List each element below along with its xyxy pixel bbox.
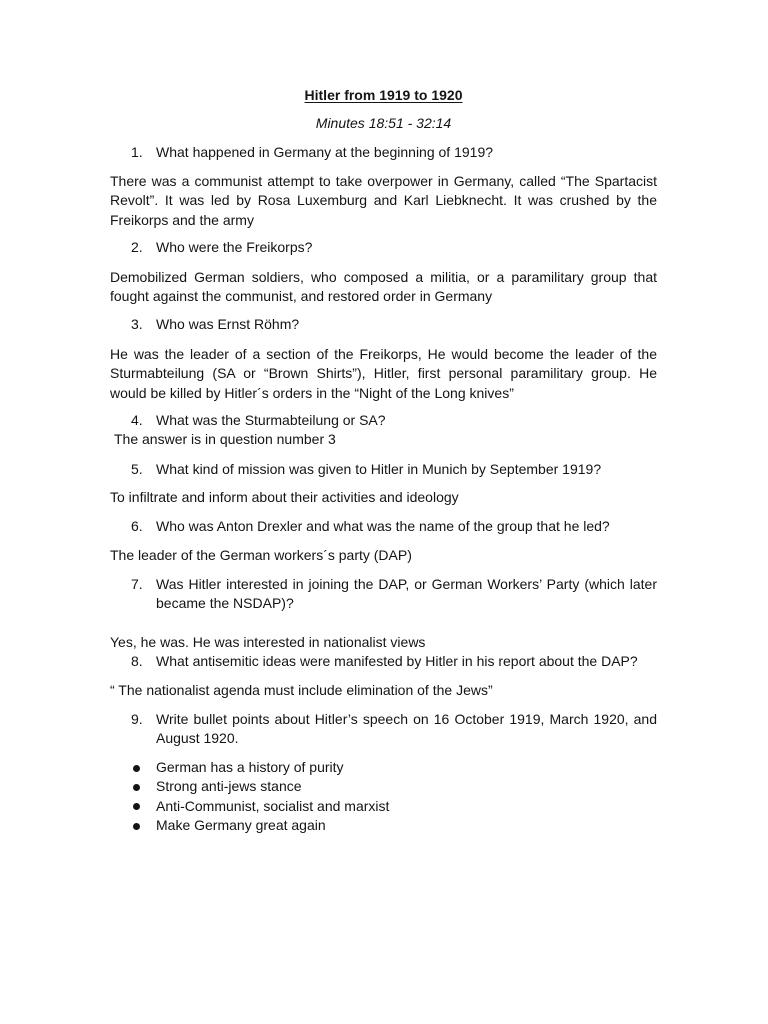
question-text [156, 411, 657, 430]
answer-6 [110, 546, 657, 565]
question-number: 6. [131, 518, 143, 534]
answer-2 [110, 268, 657, 307]
bullet-item [0, 816, 768, 835]
bullet-icon [133, 803, 140, 810]
bullet-text: German has a history of purity [156, 759, 344, 775]
bullet-text: Strong anti-jews stance [156, 778, 302, 795]
answer-line: To infiltrate and inform about their activities and ideology [110, 489, 459, 505]
document-subtitle: Minutes 18:51 - 32:14 [315, 115, 452, 131]
answer-line: He was the leader of a section of the Freikorps, He would become the leader of the [110, 346, 657, 362]
answer-line: “ The nationalist agenda must include elimination of the Jews” [110, 682, 493, 698]
question-text-line: What kind of mission was given to Hitler in Munich by September 1919? [156, 461, 602, 477]
question-text [156, 517, 657, 536]
answer-line: Sturmabteilung (SA or “Brown Shirts”), Hitler, first personal paramilitary group. He [110, 365, 657, 382]
bullet-item [0, 758, 768, 777]
question-text [156, 315, 657, 334]
answer-7 [110, 633, 657, 652]
question-text [156, 460, 657, 479]
question-number: 2. [131, 239, 143, 255]
answer-5 [110, 488, 657, 507]
answer-line: Yes, he was. He was interested in nationalist views [110, 634, 426, 650]
question-number: 8. [131, 653, 143, 669]
question-text-line: What was the Sturmabteilung or SA? [156, 412, 386, 428]
question-text [156, 652, 657, 671]
bullet-icon [133, 784, 140, 791]
question-text-line: Write bullet points about Hitler’s speech on 16 October 1919, March 1920, and [156, 711, 657, 727]
bullet-list [0, 758, 768, 836]
question-number: 3. [131, 316, 143, 332]
question-number: 1. [131, 144, 143, 160]
bullet-icon [133, 823, 140, 830]
answer-line: The answer is in question number 3 [114, 431, 336, 447]
question-text [156, 575, 657, 614]
answer-1 [110, 172, 657, 230]
question-text-line: Was Hitler interested in joining the DAP, or German Workers’ Party (which later [156, 576, 657, 592]
answer-line: would be killed by Hitler´s orders in the “Night of the Long knives” [110, 384, 514, 401]
answer-8 [110, 681, 657, 700]
question-text-line: August 1920. [156, 730, 239, 747]
question-text [156, 710, 657, 749]
question-text [156, 143, 657, 162]
answer-line: fought against the communist, and restored order in Germany [110, 288, 493, 305]
question-text-line: became the NSDAP)? [156, 595, 294, 612]
question-number: 5. [131, 461, 143, 477]
answer-line: Revolt”. It was led by Rosa Luxemburg and Karl Liebknecht. It was crushed by the [110, 192, 657, 209]
question-text-line: Who was Ernst Röhm? [156, 316, 300, 332]
answer-3 [110, 345, 657, 403]
question-text-line: What antisemitic ideas were manifested by Hitler in his report about the DAP? [156, 653, 638, 669]
question-text-line: Who was Anton Drexler and what was the name of the group that he led? [156, 518, 610, 534]
document-title: Hitler from 1919 to 1920 [304, 87, 463, 103]
question-number: 9. [131, 711, 143, 727]
bullet-item [0, 777, 768, 796]
question-text-line: What happened in Germany at the beginning of 1919? [156, 144, 494, 160]
bullet-text: Make Germany great again [156, 817, 326, 834]
bullet-item [0, 797, 768, 816]
answer-4 [114, 430, 657, 449]
question-text-line: Who were the Freikorps? [156, 239, 313, 255]
answer-line: The leader of the German workers´s party (DAP) [110, 547, 412, 563]
answer-line: Freikorps and the army [110, 211, 254, 228]
answer-line: Demobilized German soldiers, who composed a militia, or a paramilitary group that [110, 269, 657, 285]
question-number: 4. [131, 412, 143, 428]
bullet-icon [133, 765, 140, 772]
answer-line: There was a communist attempt to take overpower in Germany, called “The Spartacist [110, 173, 657, 189]
bullet-text: Anti-Communist, socialist and marxist [156, 797, 390, 814]
question-number: 7. [131, 576, 143, 592]
question-text [156, 238, 657, 257]
